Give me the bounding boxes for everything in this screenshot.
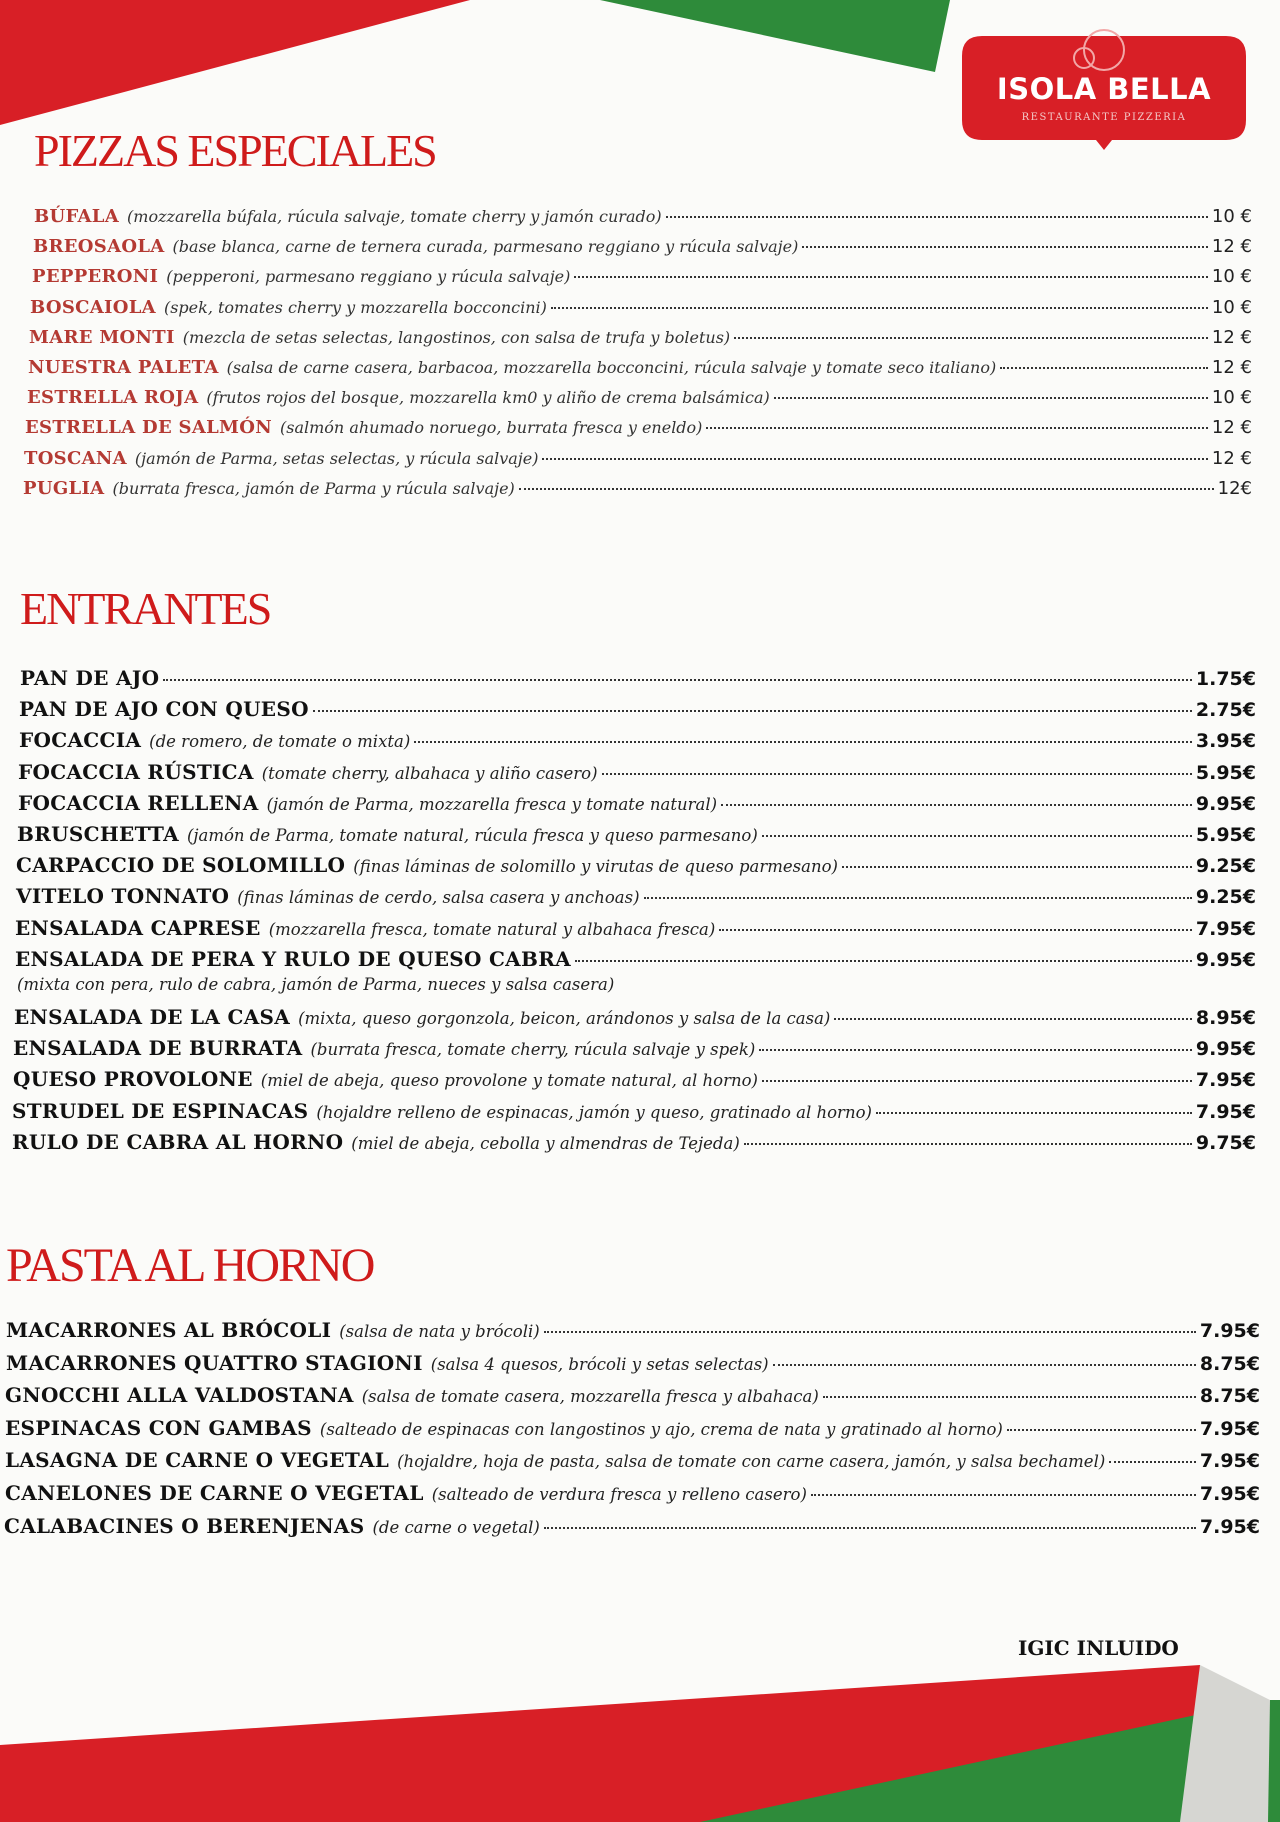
menu-item — [5, 1481, 1260, 1505]
item-description: (salsa de carne casera, barbacoa, mozzarella bocconcini, rúcula salvaje y tomate seco italiano) — [226, 358, 997, 377]
item-description: (jamón de Parma, tomate natural, rúcula fresca y queso parmesano) — [186, 826, 758, 845]
menu-item — [29, 327, 1252, 348]
item-name: NUESTRA PALETA — [28, 357, 219, 378]
item-description: (finas láminas de cerdo, salsa casera y anchoas) — [237, 888, 640, 908]
item-price: 10 € — [1211, 296, 1252, 318]
dot-leader — [1000, 367, 1208, 369]
item-description: (hojaldre, hoja de pasta, salsa de tomate con carne casera, jamón, y salsa bechamel) — [397, 1452, 1106, 1472]
item-price: 7.95€ — [1199, 1320, 1260, 1342]
dot-leader — [575, 960, 1192, 962]
item-price: 1.75€ — [1195, 668, 1256, 690]
item-price: 12 € — [1211, 417, 1252, 439]
item-name: MARE MONTI — [29, 326, 175, 348]
item-price: 2.75€ — [1195, 699, 1256, 722]
item-subdescription: (mixta con pera, rulo de cabra, jamón de Parma, nueces y salsa casera) — [17, 974, 615, 994]
dot-leader — [519, 488, 1214, 490]
item-name: BRUSCHETTA — [17, 822, 179, 846]
menu-item — [15, 947, 1256, 971]
menu-item — [18, 791, 1256, 815]
item-price: 9.25€ — [1195, 855, 1256, 878]
item-name: CALABACINES O BERENJENAS — [4, 1513, 365, 1538]
item-name: CARPACCIO DE SOLOMILLO — [16, 853, 346, 878]
logo-subtitle: RESTAURANTE PIZZERIA — [1021, 112, 1187, 123]
item-price: 10 € — [1211, 266, 1252, 288]
item-description: (pepperoni, parmesano reggiano y rúcula salvaje) — [166, 267, 571, 287]
item-price: 7.95€ — [1195, 1100, 1256, 1123]
item-name: PUGLIA — [23, 477, 105, 499]
dot-leader — [823, 1396, 1196, 1398]
dot-leader — [544, 1527, 1196, 1529]
menu-item — [6, 1351, 1260, 1375]
menu-item — [5, 1448, 1260, 1472]
menu-item — [5, 1416, 1260, 1440]
menu-item — [32, 266, 1252, 287]
item-description: (spek, tomates cherry y mozzarella bocconcini) — [163, 297, 547, 317]
dot-leader — [544, 1331, 1196, 1333]
menu-item — [13, 1036, 1256, 1060]
item-name: BÚFALA — [34, 206, 120, 227]
item-name: ENSALADA DE BURRATA — [13, 1036, 303, 1061]
item-description: (tomate cherry, albahaca y aliño casero) — [261, 763, 598, 783]
item-description: (salsa de nata y brócoli) — [339, 1322, 540, 1341]
dot-leader — [602, 773, 1192, 775]
item-price: 9.95€ — [1195, 1038, 1256, 1061]
menu-item — [18, 760, 1256, 784]
menu-item — [6, 1318, 1260, 1342]
menu-item — [19, 728, 1256, 752]
dot-leader — [313, 710, 1192, 712]
item-price: 3.95€ — [1195, 730, 1256, 753]
menu-item — [19, 697, 1256, 721]
item-price: 5.95€ — [1195, 761, 1256, 784]
pasta-heading: PASTA AL HORNO — [6, 1239, 374, 1292]
item-name: FOCACCIA RÚSTICA — [18, 759, 254, 784]
item-name: FOCACCIA RELLENA — [18, 790, 259, 815]
item-price: 9.95€ — [1195, 948, 1256, 971]
menu-item — [16, 884, 1256, 908]
item-price: 9.75€ — [1195, 1131, 1256, 1154]
item-name: ESPINACAS CON GAMBAS — [5, 1415, 312, 1440]
item-name: PEPPERONI — [32, 266, 159, 288]
item-name: ENSALADA DE PERA Y RULO DE QUESO CABRA — [15, 946, 571, 971]
item-name: RULO DE CABRA AL HORNO — [12, 1129, 344, 1154]
item-description: (salteado de verdura fresca y relleno casero) — [431, 1485, 807, 1504]
item-description: (jamón de Parma, setas selectas, y rúcula salvaje) — [134, 448, 539, 468]
item-price: 8.75€ — [1199, 1352, 1260, 1375]
item-description: (salsa 4 quesos, brócoli y setas selectas) — [430, 1354, 769, 1374]
item-name: ENSALADA DE LA CASA — [14, 1005, 291, 1029]
item-name: GNOCCHI ALLA VALDOSTANA — [5, 1383, 354, 1408]
menu-item — [28, 357, 1252, 378]
entrantes-heading: ENTRANTES — [20, 583, 271, 634]
dot-leader — [574, 276, 1208, 278]
dot-leader — [744, 1143, 1192, 1145]
item-name: PAN DE AJO CON QUESO — [19, 697, 309, 722]
dot-leader — [1007, 1429, 1196, 1431]
item-price: 7.95€ — [1199, 1450, 1260, 1473]
item-name: BREOSAOLA — [33, 236, 165, 258]
item-name: MACARRONES QUATTRO STAGIONI — [6, 1350, 423, 1375]
item-name: PAN DE AJO — [20, 666, 160, 690]
item-price: 7.95€ — [1195, 917, 1256, 940]
dot-leader — [773, 1364, 1196, 1366]
menu-item — [20, 666, 1256, 690]
menu-item — [27, 387, 1252, 408]
item-description: (salmón ahumado noruego, burrata fresca y eneldo) — [280, 418, 703, 438]
item-description: (de romero, de tomate o mixta) — [149, 732, 411, 752]
item-description: (base blanca, carne de ternera curada, parmesano reggiano y rúcula salvaje) — [172, 237, 799, 257]
dot-leader — [734, 337, 1208, 339]
item-name: LASAGNA DE CARNE O VEGETAL — [5, 1448, 390, 1473]
item-price: 7.95€ — [1199, 1515, 1260, 1538]
dot-leader — [719, 929, 1192, 931]
logo-name: ISOLA BELLA — [996, 72, 1212, 106]
item-name: QUESO PROVOLONE — [13, 1067, 253, 1092]
item-name: ENSALADA CAPRESE — [15, 915, 261, 940]
dot-leader — [414, 741, 1192, 743]
item-name: MACARRONES AL BRÓCOLI — [6, 1318, 332, 1342]
item-description: (burrata fresca, tomate cherry, rúcula salvaje y spek) — [310, 1040, 756, 1060]
item-price: 12 € — [1211, 326, 1252, 348]
menu-item — [12, 1130, 1256, 1154]
item-name: VITELO TONNATO — [16, 884, 230, 909]
pizzas-heading: PIZZAS ESPECIALES — [34, 125, 436, 176]
item-name: BOSCAIOLA — [30, 296, 156, 318]
dot-leader — [1109, 1461, 1196, 1463]
item-price: 9.95€ — [1195, 792, 1256, 815]
dot-leader — [774, 397, 1208, 399]
item-name: STRUDEL DE ESPINACAS — [12, 1098, 309, 1123]
dot-leader — [762, 1080, 1192, 1082]
item-price: 12 € — [1211, 447, 1252, 469]
dot-leader — [666, 216, 1208, 218]
item-price: 10 € — [1211, 206, 1252, 227]
dot-leader — [644, 897, 1192, 899]
menu-item — [23, 478, 1252, 499]
item-price: 8.95€ — [1195, 1007, 1256, 1029]
item-price: 5.95€ — [1195, 824, 1256, 846]
item-price: 7.95€ — [1199, 1483, 1260, 1505]
item-price: 12 € — [1211, 236, 1252, 258]
dot-leader — [542, 458, 1207, 460]
dot-leader — [834, 1018, 1192, 1020]
item-name: ESTRELLA DE SALMÓN — [25, 417, 273, 439]
item-description: (finas láminas de solomillo y virutas de queso parmesano) — [353, 857, 838, 877]
menu-item — [16, 853, 1256, 877]
tax-note: IGIC INLUIDO — [1018, 1636, 1179, 1660]
menu-item — [15, 916, 1256, 940]
item-description: (frutos rojos del bosque, mozzarella km0 y aliño de crema balsámica) — [206, 388, 770, 408]
dot-leader — [759, 1049, 1192, 1051]
dot-leader — [842, 866, 1192, 868]
dot-leader — [811, 1494, 1196, 1496]
item-price: 8.75€ — [1199, 1385, 1260, 1408]
item-description: (salsa de tomate casera, mozzarella fresca y albahaca) — [361, 1387, 819, 1407]
dot-leader — [802, 246, 1208, 248]
item-description: (burrata fresca, jamón de Parma y rúcula salvaje) — [112, 478, 515, 498]
menu-item — [4, 1514, 1260, 1538]
item-description: (miel de abeja, queso provolone y tomate natural, al horno) — [260, 1071, 758, 1091]
item-price: 10 € — [1211, 387, 1252, 409]
item-description: (hojaldre relleno de espinacas, jamón y queso, gratinado al horno) — [316, 1102, 872, 1122]
dot-leader — [876, 1112, 1192, 1114]
menu-item — [30, 297, 1252, 318]
item-description: (mixta, queso gorgonzola, beicon, arándonos y salsa de la casa) — [298, 1009, 831, 1028]
item-price: 7.95€ — [1195, 1069, 1256, 1092]
dot-leader — [721, 804, 1192, 806]
item-description: (miel de abeja, cebolla y almendras de Tejeda) — [351, 1133, 740, 1153]
item-name: ESTRELLA ROJA — [27, 387, 199, 409]
item-name: TOSCANA — [24, 447, 127, 469]
item-description: (mozzarella fresca, tomate natural y albahaca fresca) — [268, 919, 716, 939]
item-price: 9.25€ — [1195, 886, 1256, 909]
menu-item — [25, 417, 1252, 438]
restaurant-logo — [962, 28, 1246, 150]
menu-item — [12, 1099, 1256, 1123]
menu-item — [34, 206, 1252, 227]
menu-item — [33, 236, 1252, 257]
item-price: 12€ — [1217, 477, 1252, 499]
menu-item — [5, 1383, 1260, 1407]
item-description: (jamón de Parma, mozzarella fresca y tomate natural) — [266, 794, 718, 814]
item-description: (de carne o vegetal) — [372, 1517, 540, 1537]
menu-item — [13, 1067, 1256, 1091]
menu-item — [24, 448, 1252, 469]
item-description: (mezcla de setas selectas, langostinos, con salsa de trufa y boletus) — [182, 327, 731, 347]
menu-item — [14, 1005, 1256, 1029]
dot-leader — [551, 307, 1208, 309]
item-name: FOCACCIA — [19, 728, 142, 753]
item-description: (salteado de espinacas con langostinos y ajo, crema de nata y gratinado al horno) — [319, 1419, 1003, 1439]
item-name: CANELONES DE CARNE O VEGETAL — [5, 1481, 424, 1505]
menu-item — [17, 822, 1256, 846]
item-description: (mozzarella búfala, rúcula salvaje, tomate cherry y jamón curado) — [127, 207, 662, 226]
item-price: 12 € — [1211, 357, 1252, 378]
item-price: 7.95€ — [1199, 1417, 1260, 1440]
dot-leader — [163, 679, 1192, 681]
dot-leader — [706, 427, 1208, 429]
dot-leader — [762, 835, 1192, 837]
